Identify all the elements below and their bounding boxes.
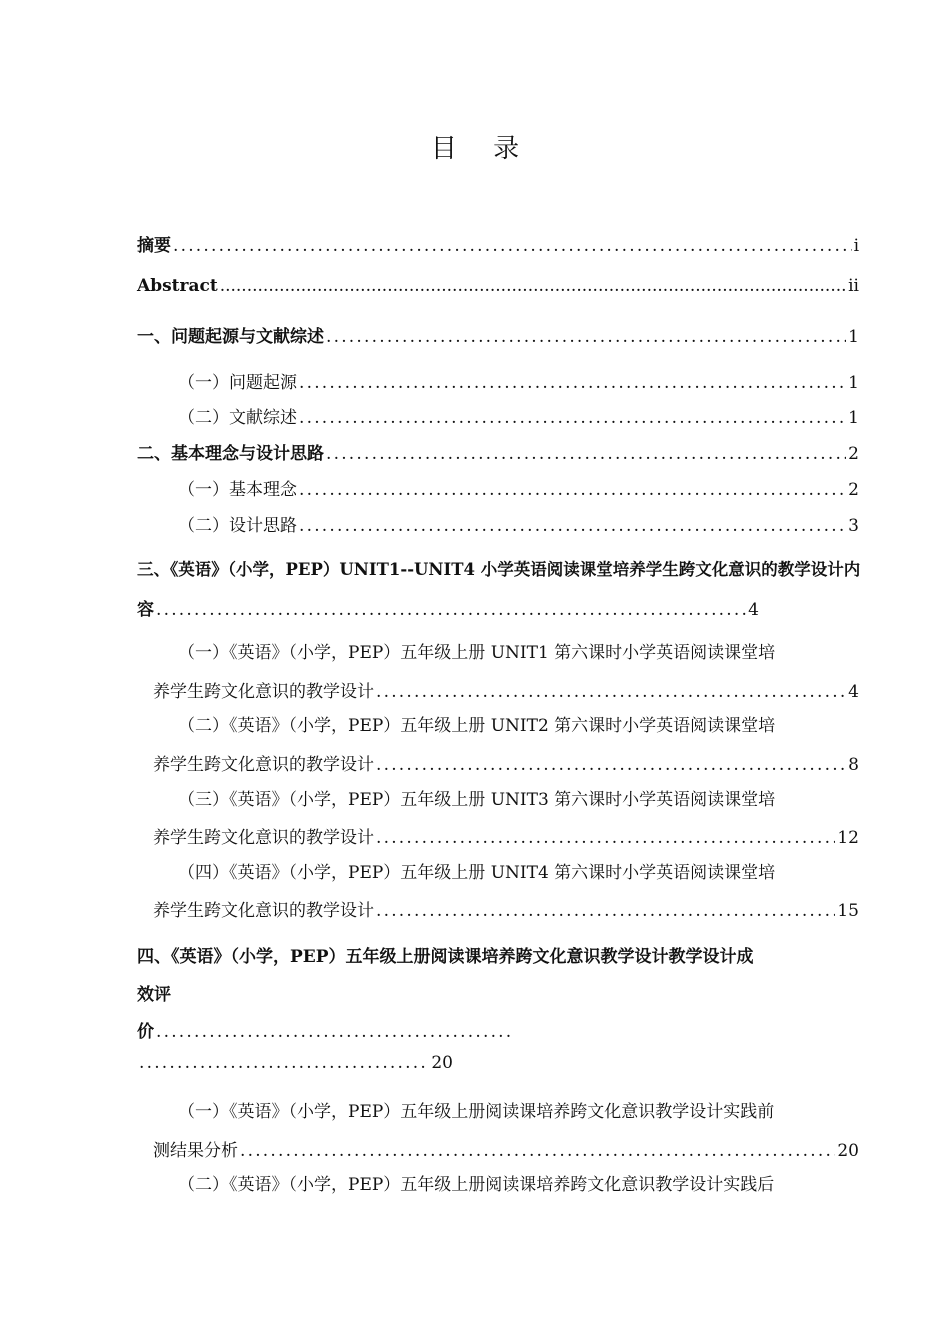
toc-page-number: 4 <box>748 600 759 620</box>
toc-entry-section-4-1-line1[interactable]: （一）《英语》（小学，PEP）五年级上册阅读课培养跨文化意识教学设计实践前 <box>178 1102 775 1122</box>
toc-label: 容 <box>137 600 154 620</box>
toc-entry-section-3-line1[interactable]: 三、《英语》（小学，PEP）UNIT1--UNIT4 小学英语阅读课堂培养学生跨文化意识的教学设计内 <box>137 560 861 579</box>
toc-entry-section-3-1-line2[interactable] <box>153 677 859 702</box>
toc-label: 养学生跨文化意识的教学设计 <box>153 901 374 921</box>
toc-page-number: 8 <box>848 755 859 775</box>
toc-leader <box>374 755 846 775</box>
toc-entry-abstract-cn[interactable] <box>137 231 859 256</box>
toc-entry-section-3-2-line1[interactable]: （二）《英语》（小学，PEP）五年级上册 UNIT2 第六课时小学英语阅读课堂培 <box>178 716 776 736</box>
toc-label: （一）问题起源 <box>178 373 297 393</box>
toc-page-number: 4 <box>848 682 859 702</box>
toc-entry-section-3-4-line2[interactable] <box>153 896 859 921</box>
toc-entry-section-4-line4[interactable] <box>137 1053 453 1073</box>
toc-label: 一、问题起源与文献综述 <box>137 327 324 347</box>
toc-leader <box>297 480 846 500</box>
toc-label: 养学生跨文化意识的教学设计 <box>153 682 374 702</box>
toc-label: Abstract <box>137 276 218 296</box>
toc-label: （二）设计思路 <box>178 516 297 536</box>
toc-label: 摘要 <box>137 236 171 256</box>
toc-leader <box>324 444 846 464</box>
toc-entry-section-1[interactable] <box>137 322 859 347</box>
toc-label: 二、基本理念与设计思路 <box>137 444 324 464</box>
toc-page-number: 2 <box>848 480 859 500</box>
toc-entry-section-4-line2[interactable]: 效评 <box>137 985 171 1005</box>
toc-entry-section-4-line1[interactable]: 四、《英语》（小学，PEP）五年级上册阅读课培养跨文化意识教学设计教学设计成 <box>137 947 754 967</box>
toc-entry-section-3-3-line1[interactable]: （三）《英语》（小学，PEP）五年级上册 UNIT3 第六课时小学英语阅读课堂培 <box>178 790 776 810</box>
toc-label: （二）文献综述 <box>178 408 297 428</box>
toc-page-number: 1 <box>848 327 859 347</box>
toc-page-number: 15 <box>837 901 859 921</box>
toc-leader <box>324 327 846 347</box>
toc-page-number: 2 <box>848 444 859 464</box>
toc-page-number: 1 <box>848 408 859 428</box>
toc-entry-section-3-3-line2[interactable] <box>153 823 859 848</box>
toc-leader <box>154 1022 514 1042</box>
toc-entry-section-2-2[interactable] <box>178 511 859 536</box>
toc-leader <box>374 682 846 702</box>
toc-leader <box>137 1053 429 1073</box>
toc-leader <box>297 408 846 428</box>
toc-entry-section-2[interactable] <box>137 439 859 464</box>
toc-label: 价 <box>137 1022 154 1042</box>
toc-entry-section-1-1[interactable] <box>178 368 859 393</box>
toc-leader <box>154 600 746 620</box>
toc-leader <box>171 236 852 256</box>
toc-entry-section-1-2[interactable] <box>178 403 859 428</box>
toc-leader <box>297 516 846 536</box>
toc-entry-section-3-line2[interactable] <box>137 595 759 620</box>
toc-leader <box>374 828 835 848</box>
toc-entry-section-4-line3[interactable] <box>137 1017 514 1042</box>
page-title: 目 录 <box>430 134 534 164</box>
toc-entry-section-3-2-line2[interactable] <box>153 750 859 775</box>
toc-page-number: 1 <box>848 373 859 393</box>
toc-leader <box>218 276 846 296</box>
toc-page-number: 3 <box>848 516 859 536</box>
toc-label: （一）基本理念 <box>178 480 297 500</box>
toc-page-number: 20 <box>431 1053 453 1073</box>
toc-leader <box>374 901 835 921</box>
toc-label: 测结果分析 <box>153 1141 238 1161</box>
toc-leader <box>238 1141 835 1161</box>
toc-entry-section-2-1[interactable] <box>178 475 859 500</box>
toc-entry-section-4-2-line1[interactable]: （二）《英语》（小学，PEP）五年级上册阅读课培养跨文化意识教学设计实践后 <box>178 1175 775 1195</box>
toc-entry-abstract-en[interactable] <box>137 276 859 296</box>
toc-page-number: ii <box>848 276 859 296</box>
toc-entry-section-3-4-line1[interactable]: （四）《英语》（小学，PEP）五年级上册 UNIT4 第六课时小学英语阅读课堂培 <box>178 863 776 883</box>
toc-page-number: 20 <box>837 1141 859 1161</box>
toc-entry-section-3-1-line1[interactable]: （一）《英语》（小学，PEP）五年级上册 UNIT1 第六课时小学英语阅读课堂培 <box>178 643 776 663</box>
toc-label: 养学生跨文化意识的教学设计 <box>153 828 374 848</box>
toc-leader <box>297 373 846 393</box>
toc-entry-section-4-1-line2[interactable] <box>153 1136 859 1161</box>
toc-page-number: 12 <box>837 828 859 848</box>
toc-label: 养学生跨文化意识的教学设计 <box>153 755 374 775</box>
toc-page-number: i <box>853 236 859 256</box>
